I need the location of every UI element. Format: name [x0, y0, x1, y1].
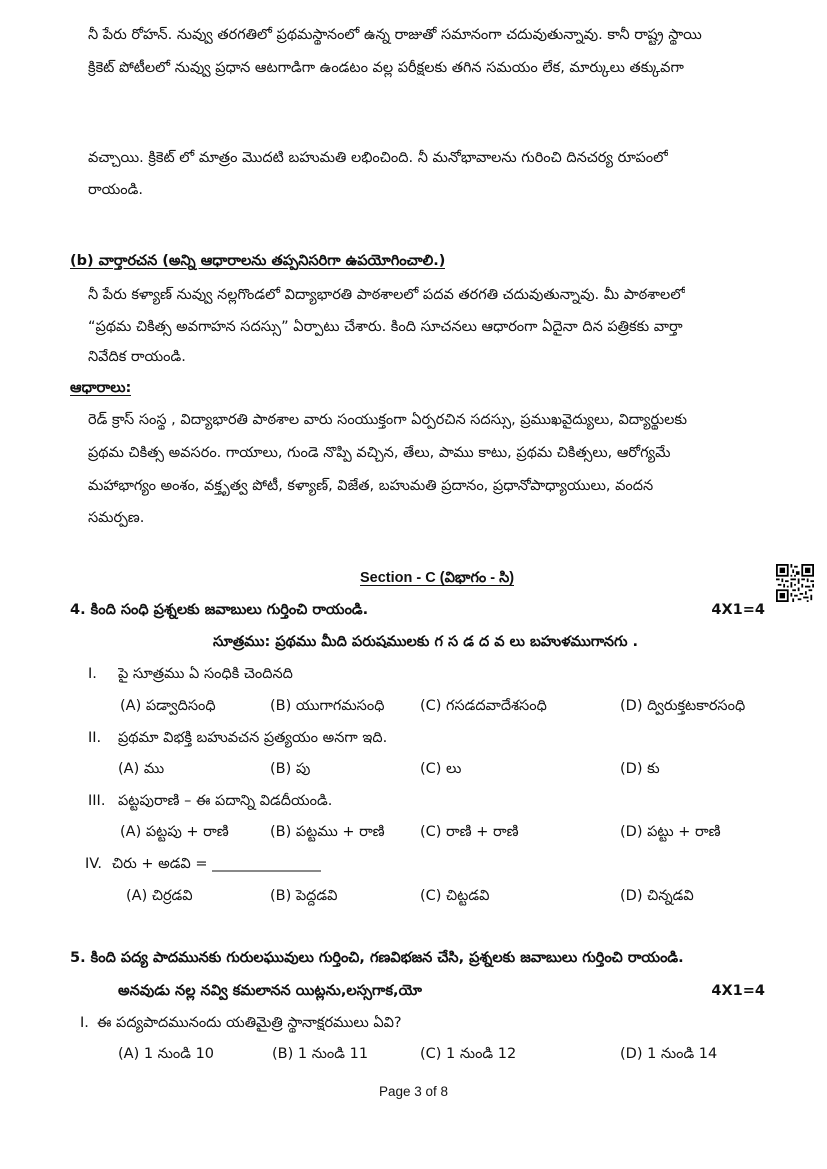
question-5-marks: 4X1=4 [711, 983, 765, 999]
option-b: (B) 1 నుండి 11 [272, 1046, 369, 1062]
item-label: II. [88, 730, 102, 746]
item-label: III. [88, 793, 106, 809]
intro-line: వచ్చాయి. క్రికెట్ లో మాత్రం మొదటి బహుమతి లభించింది. నీ మనోభావాలను గురించి దినచర్య రూపంలో [88, 150, 669, 166]
section-b-paragraph-line: “ప్రథమ చికిత్స అవగాహన సదస్సు” ఏర్పాటు చేశారు. కింది సూచనలు ఆధారంగా ఏదైనా దిన పత్రికకు వార్తా [88, 319, 683, 335]
intro-line: క్రికెట్ పోటీలలో నువ్వు ప్రధాన ఆటగాడిగా ఉండటం వల్ల పరీక్షలకు తగిన సమయం లేక, మార్కులు తక్కువగా [88, 60, 684, 76]
option-d: (D) 1 నుండి 14 [620, 1046, 718, 1062]
option-a: (A) 1 నుండి 10 [118, 1046, 215, 1062]
option-c: (C) రాణి + రాణి [420, 824, 519, 840]
section-c-heading: Section - C (విభాగం - సి) [360, 570, 515, 586]
sources-line: ప్రథమ చికిత్స అవసరం. గాయాలు, గుండె నొప్పి వచ్చిన, తేలు, పాము కాటు, ప్రథమ చికిత్సలు, ఆరోగ్యమే [88, 445, 671, 461]
option-b: (B) పట్టము + రాణి [270, 824, 385, 840]
option-c: (C) 1 నుండి 12 [420, 1046, 517, 1062]
item-label: I. [88, 666, 97, 682]
section-b-heading: (b) వార్తారచన (అన్ని ఆధారాలను తప్పనిసరిగా ఉపయోగించాలి.) [70, 253, 446, 269]
item-label: I. [80, 1015, 89, 1031]
question-4-marks: 4X1=4 [711, 602, 765, 618]
option-c: (C) చిట్టడవి [420, 888, 490, 904]
option-d: (D) కు [620, 761, 660, 777]
sources-line: రెడ్ క్రాస్ సంస్థ , విద్యాభారతి పాఠశాల వారు సంయుక్తంగా ఏర్పరచిన సదస్సు, ప్రముఖవైద్యులు, విద్యార్థులకు [88, 412, 687, 428]
option-d: (D) పట్టు + రాణి [620, 824, 721, 840]
option-a: (A) పట్టపు + రాణి [120, 824, 229, 840]
sources-line: మహాభాగ్యం అంశం, వక్తృత్వ పోటీ, కళ్యాణ్, విజేత, బహుమతి ప్రదానం, ప్రధానోపాధ్యాయులు, వందన [88, 478, 654, 494]
section-b-paragraph-line: నీ పేరు కళ్యాణ్ నువ్వు నల్లగొండలో విద్యాభారతి పాఠశాలలో పదవ తరగతి చదువుతున్నావు. మీ పాఠశాలలో [88, 287, 686, 303]
option-c: (C) లు [420, 761, 462, 777]
item-text: ప్రథమా విభక్తి బహువచన ప్రత్యయం అనగా ఇది. [118, 730, 388, 746]
option-b: (B) పెద్దడవి [270, 888, 338, 904]
option-b: (B) పు [270, 761, 311, 777]
page-number: Page 3 of 8 [378, 1084, 449, 1099]
intro-line: రాయండి. [88, 182, 143, 198]
item-text: ఈ పద్యపాదమునందు యతిమైత్రి స్థానాక్షరములు ఏవి? [97, 1015, 402, 1031]
option-a: (A) పడ్వాదిసంధి [120, 698, 216, 714]
item-text: పట్టపురాణి – ఈ పదాన్ని విడదీయండి. [118, 793, 333, 809]
option-a: (A) చిర్రడవి [126, 888, 193, 904]
item-label: IV. [85, 856, 102, 872]
section-b-paragraph-line: నివేదిక రాయండి. [88, 349, 186, 365]
question-5-title: 5. కింది పద్య పాదమునకు గురులఘువులు గుర్తించి, గణవిభజన చేసి, ప్రశ్నలకు జవాబులు గుర్తించి రాయండి. [70, 950, 684, 966]
item-text: చిరు + అడవి = _______________ [112, 856, 321, 872]
sources-line: సమర్పణ. [88, 510, 145, 526]
option-d: (D) చిన్నడవి [620, 888, 694, 904]
question-4-sutra: సూత్రము: ప్రథము మీది పరుషములకు గ స డ ద వ లు బహుళముగానగు . [213, 634, 639, 650]
question-4-title: 4. కింది సంధి ప్రశ్నలకు జవాబులు గుర్తించి రాయండి. [70, 602, 369, 618]
intro-line: నీ పేరు రోహన్. నువ్వు తరగతిలో ప్రథమస్థానంలో ఉన్న రాజుతో సమానంగా చదువుతున్నావు. కానీ రాష్ట్ర స్థాయి [88, 27, 702, 43]
option-c: (C) గసడదవాదేశసంధి [420, 698, 547, 714]
sources-label: ఆధారాలు: [70, 380, 132, 396]
option-a: (A) ము [118, 761, 165, 777]
qr-code-icon [776, 564, 814, 602]
option-d: (D) ద్విరుక్తటకారసంధి [620, 698, 746, 714]
option-b: (B) యుగాగమసంధి [270, 698, 385, 714]
item-text: పై సూత్రము ఏ సంధికి చెందినది [118, 666, 293, 682]
question-5-verse: అనవుడు నల్ల నవ్వి కమలానన యిట్లను,లస్సగాక,యో [118, 983, 422, 999]
